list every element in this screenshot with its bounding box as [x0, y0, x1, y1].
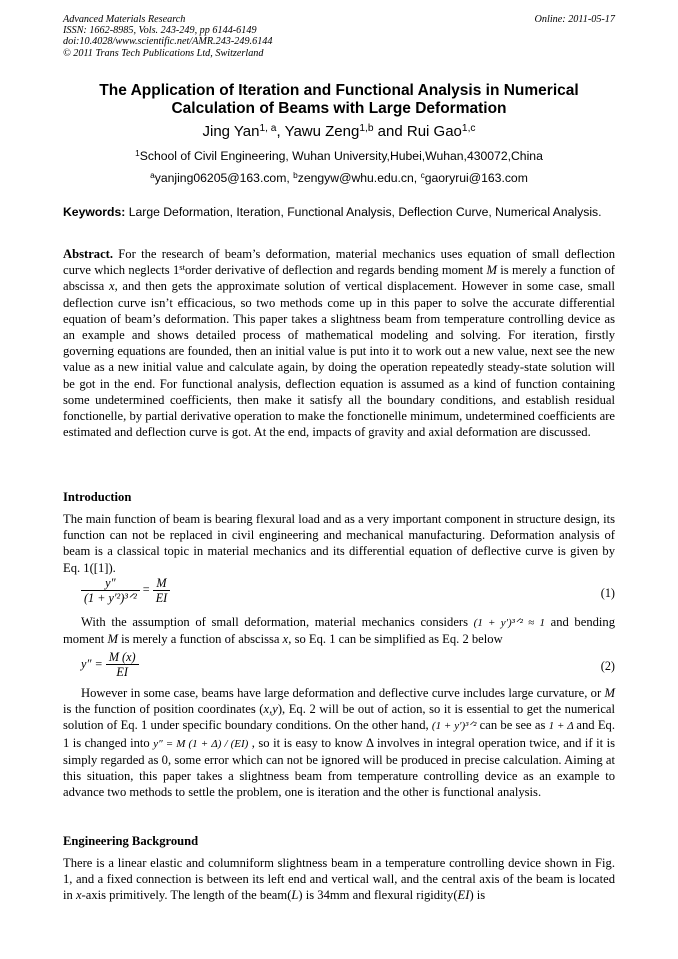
abstract-text: order derivative of deflection and regards bending moment [184, 263, 487, 278]
inline-formula: 1 + Δ [548, 720, 577, 733]
inline-symbol: x [282, 632, 289, 647]
author-name: Jing Yan [202, 123, 260, 140]
author-name: Yawu Zeng [284, 123, 360, 140]
inline-symbol: L [291, 888, 299, 903]
author-superscript: 1, a [259, 123, 277, 135]
paragraph-text: There is a linear elastic and columniform slightness beam in a temperature controlling device shown in Fig. 1, and a fixed connection is between its left end and vertical wall, and the central axis of the beam is located in [63, 856, 615, 903]
section-heading-introduction: Introduction [63, 490, 132, 504]
author-superscript: 1,c [461, 123, 476, 135]
author-separator: , [276, 123, 285, 140]
section-heading-engineering-background: Engineering Background [63, 834, 199, 848]
inline-symbol: M [604, 686, 615, 700]
inline-symbol: M [107, 632, 118, 647]
affiliation-superscript: 1 [135, 148, 140, 159]
equation-1-rhs [153, 576, 171, 605]
equation-2-fraction [106, 650, 139, 679]
equation-1-denominator: (1 + y′²)³ᐟ² [84, 591, 137, 605]
title-line-1: The Application of Iteration and Functional Analysis in Numerical [99, 82, 579, 99]
author-list [63, 123, 615, 141]
abstract-label: Abstract. [63, 247, 114, 261]
affiliation-text: School of Civil Engineering, Wuhan University,Hubei,Wuhan,430072,China [139, 149, 543, 163]
author-name: Rui Gao [406, 123, 462, 140]
abstract-text: For the research of beam’s deformation, material mechanics uses equation of small deflection curve which neglects 1 [63, 247, 615, 278]
email-address: zengyw@whu.edu.cn, [297, 171, 421, 185]
paragraph-text: is merely a function of abscissa [117, 632, 283, 647]
equation-1-rhs-numerator: M [153, 576, 171, 591]
paragraph-text: ) is [469, 888, 486, 903]
paragraph-text: is the function of position coordinates ( [63, 702, 264, 717]
equation-1-number: (1) [600, 586, 615, 600]
introduction-paragraph-3 [63, 685, 615, 800]
equation-1-numerator: y″ [81, 576, 140, 591]
abstract-text: , and then gets the approximate solution of vertical displacement. However in some case, small deflection curve isn’t efficacious, so two methods come up in this paper to solve the accurate differential equation of beam’s deformation. This paper takes a slightness beam from temperature controlling device as an example and shows detailed process of mathematical modeling and solving. For iteration, firstly governing equations are founded, then an initial value is put into it to work out a new value, next see the new value as a new initial value and calculate again, by doing the operation repeatedly steady-state solution will be got in the end. For functional analysis, deflection equation is assumed as a kind of function containing some undetermined coefficients, then make it satisfy all the boundary conditions, and establish residual fonctionelle, by partial derivative operation to make the fonctionelle minimum, undetermined coefficients are estimated and deflection curve is got. At the end, impacts of gravity and axial deformation are discussed. [63, 279, 615, 440]
inline-formula: y″ = M (1 + Δ) / (EI) [153, 737, 249, 750]
inline-formula: (1 + y′)³ᐟ² [431, 720, 477, 733]
introduction-paragraph-1: The main function of beam is bearing flexural load and as a very important component in structure design, its function can not be replaced in civil engineering and mechanical manufacturing. Deformation analysis of beam is a classical topic in material mechanics and its differential equation of deflective curve is given by Eq. 1([1]). [63, 512, 615, 575]
email-superscript: a [150, 170, 155, 181]
paragraph-text: With the assumption of small deformation, material mechanics considers [81, 615, 474, 629]
paper-title [63, 82, 615, 118]
inline-symbol: x [75, 888, 82, 903]
keywords [63, 205, 615, 221]
email-superscript: b [293, 170, 298, 181]
abstract-superscript: st [179, 262, 185, 273]
email-address: yanjing06205@163.com, [154, 171, 294, 185]
abstract-symbol: x [108, 279, 115, 294]
doi-line: doi:10.4028/www.scientific.net/AMR.243-249.6144 [63, 36, 273, 48]
inline-symbol: EI [457, 888, 470, 903]
keywords-text: Large Deformation, Iteration, Functional Analysis, Deflection Curve, Numerical Analysis. [125, 205, 602, 219]
abstract-text: is merely a function of abscissa [63, 263, 615, 294]
copyright-line: © 2011 Trans Tech Publications Ltd, Switzerland [63, 47, 264, 59]
equation-2-number: (2) [600, 659, 615, 673]
issn-line: ISSN: 1662-8985, Vols. 243-249, pp 6144-6149 [63, 25, 257, 37]
author-superscript: 1,b [359, 123, 374, 135]
equation-2-numerator: M (x) [106, 650, 139, 665]
affiliation [63, 149, 615, 164]
online-date: Online: 2011-05-17 [534, 14, 615, 25]
introduction-paragraph-2 [63, 614, 615, 647]
equals-sign: = [139, 582, 153, 597]
paragraph-text: and Eq. 1 is changed into [63, 718, 616, 750]
equation-2-denominator: EI [116, 665, 128, 679]
equation-2-lhs: y″ = [81, 657, 106, 671]
journal-name: Advanced Materials Research [63, 14, 186, 25]
email-address: gaoryrui@163.com [424, 171, 528, 185]
title-line-2: Calculation of Beams with Large Deformation [171, 100, 507, 117]
engineering-paragraph-1 [63, 855, 615, 904]
keywords-label: Keywords: [63, 205, 126, 219]
equation-1-rhs-denominator: EI [155, 591, 168, 605]
abstract [63, 246, 615, 440]
paragraph-text: can be see as [476, 718, 549, 733]
paragraph-text: ), Eq. 2 will be out of action, so it is essential to get the numerical solution of Eq. 1 under specific boundary conditions. On the other hand, [63, 702, 615, 733]
email-superscript: c [420, 170, 425, 181]
paragraph-text: , so it is easy to know Δ involves in integral operation twice, and if it is simply regarded as 0, some error which can not be ignored will be produced in precise calculation. Aiming at this situation, this paper takes a slightness beam from temperature controlling device as an example to advance two methods to settle the problem, one is iteration and the other is functional analysis. [63, 735, 615, 800]
paragraph-text: ) is 34mm and flexural rigidity( [298, 888, 458, 903]
paragraph-text: , so Eq. 1 can be simplified as Eq. 2 below [288, 632, 503, 647]
equation-2 [63, 650, 615, 684]
paragraph-text: However in some case, beams have large deformation and deflective curve includes large curvature, or [81, 686, 605, 700]
abstract-symbol: M [486, 263, 497, 278]
journal-header [63, 14, 615, 59]
equation-1-fraction [81, 576, 140, 605]
inline-symbol: x,y [263, 702, 278, 717]
paragraph-text: -axis primitively. The length of the beam( [81, 888, 292, 903]
author-separator: and [373, 123, 407, 140]
equation-1 [63, 576, 615, 610]
inline-formula: (1 + y′)³ᐟ² ≈ 1 [473, 617, 545, 629]
author-emails [63, 171, 615, 186]
paragraph-text: and bending moment [63, 615, 616, 647]
